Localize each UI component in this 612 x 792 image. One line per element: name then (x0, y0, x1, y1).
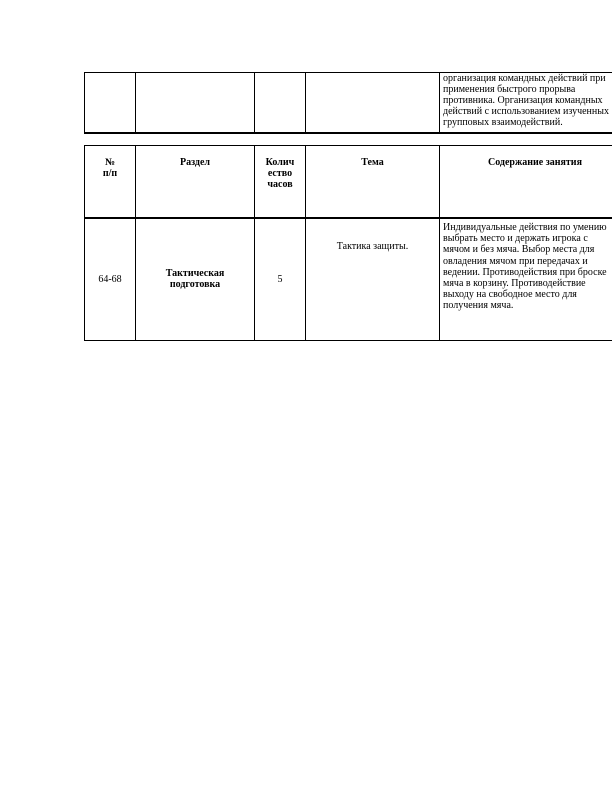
content-line: Индивидуальные действия по умению (443, 222, 607, 233)
header-row (85, 146, 612, 219)
header-content: Содержание занятия (440, 146, 612, 219)
content-line: групповых взаимодействий. (443, 117, 563, 128)
header-topic: Тема (306, 146, 440, 219)
cell-topic (306, 73, 440, 134)
content-line: овладения мячом при передачах и (443, 255, 588, 267)
continuation-table (84, 72, 612, 134)
row-num: 64-68 (85, 218, 136, 341)
content-line: мячом и без мяча. Выбор места для (443, 244, 595, 256)
header-section: Раздел (136, 146, 255, 219)
row-content (440, 218, 612, 341)
cell-num (85, 73, 136, 134)
header-hours: Колич ество часов (255, 146, 306, 219)
continuation-row (85, 73, 612, 134)
content-line: мяча в корзину. Противодействие (443, 278, 586, 290)
content-line: противника. Организация командных (443, 95, 603, 106)
content-line: выбрать место и держать игрока с (443, 233, 588, 245)
content-line: организация командных действий при (443, 73, 606, 84)
cell-hours (255, 73, 306, 134)
header-num: № п/п (85, 146, 136, 219)
content-line: ведении. Противодействия при броске (443, 266, 607, 278)
cell-content (440, 73, 612, 134)
content-line: применения быстрого прорыва (443, 84, 576, 95)
cell-section (136, 73, 255, 134)
lesson-table (84, 217, 612, 341)
content-line: получения мяча. (443, 300, 514, 312)
content-line: действий с использованием изученных (443, 106, 609, 117)
table-row (85, 218, 612, 341)
row-hours: 5 (255, 218, 306, 341)
row-topic: Тактика защиты. (306, 218, 440, 341)
header-table (84, 145, 612, 219)
content-line: выходу на свободное место для (443, 289, 577, 301)
row-section: Тактическая подготовка (136, 218, 255, 341)
